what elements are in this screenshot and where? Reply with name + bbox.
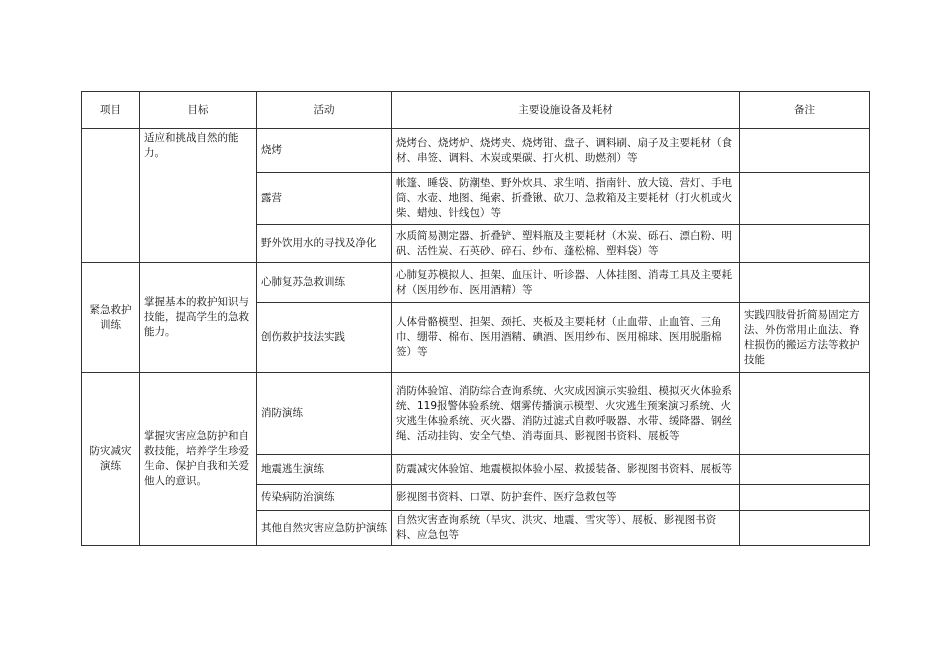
- project-cell: [82, 129, 140, 263]
- equipment-cell: 帐篷、睡袋、防潮垫、野外炊具、求生哨、指南针、放大镜、营灯、手电筒、水壶、地图、绳索、折叠锹、砍刀、急救箱及主要耗材（打火机或火柴、蜡烛、针线包）等: [392, 173, 740, 225]
- header-note: 备注: [740, 92, 870, 129]
- goal-cell: 掌握基本的救护知识与技能，提高学生的急救能力。: [140, 263, 257, 373]
- table-header-row: [82, 92, 870, 129]
- equipment-cell: 水质简易测定器、折叠铲、塑料瓶及主要耗材（木炭、砾石、漂白粉、明矾、活性炭、石英砂、碎石、纱布、蓬松棉、塑料袋）等: [392, 225, 740, 263]
- project-cell: 紧急救护训练: [82, 263, 140, 373]
- equipment-cell: 心肺复苏模拟人、担架、血压计、听诊器、人体挂图、消毒工具及主要耗材（医用纱布、医用酒精）等: [392, 263, 740, 303]
- note-cell: [740, 485, 870, 511]
- header-goal: 目标: [140, 92, 257, 129]
- note-cell: [740, 511, 870, 546]
- header-activity: 活动: [257, 92, 392, 129]
- header-project: 项目: [82, 92, 140, 129]
- header-equipment: 主要设施设备及耗材: [392, 92, 740, 129]
- equipment-cell: 影视图书资料、口罩、防护套件、医疗急救包等: [392, 485, 740, 511]
- equipment-cell: 消防体验馆、消防综合查询系统、火灾成因演示实验组、模拟灭火体验系统、119报警体验系统、烟雾传播演示模型、火灾逃生预案演习系统、火灾逃生体验系统、灭火器、消防过滤式自救呼吸器、水带、缓降器、钢丝绳、活动挂钩、安全气垫、消毒面具、影视图书资料、展板等: [392, 373, 740, 455]
- activity-cell: 烧烤: [257, 129, 392, 173]
- note-cell: [740, 373, 870, 455]
- equipment-cell: 自然灾害查询系统（旱灾、洪灾、地震、雪灾等）、展板、影视图书资料、应急包等: [392, 511, 740, 546]
- activity-cell: 其他自然灾害应急防护演练: [257, 511, 392, 546]
- note-cell: [740, 225, 870, 263]
- project-cell: 防灾减灾演练: [82, 373, 140, 546]
- note-cell: [740, 263, 870, 303]
- activity-cell: 野外饮用水的寻找及净化: [257, 225, 392, 263]
- table-row: [82, 129, 870, 173]
- note-cell: 实践四肢骨折简易固定方法、外伤常用止血法、脊柱损伤的搬运方法等救护技能: [740, 303, 870, 373]
- activity-cell: 创伤救护技法实践: [257, 303, 392, 373]
- goal-cell: 适应和挑战自然的能力。: [140, 129, 257, 263]
- activity-cell: 心肺复苏急救训练: [257, 263, 392, 303]
- note-cell: [740, 455, 870, 485]
- activity-cell: 露营: [257, 173, 392, 225]
- goal-cell: 掌握灾害应急防护和自救技能，培养学生珍爱生命、保护自我和关爱他人的意识。: [140, 373, 257, 546]
- note-cell: [740, 129, 870, 173]
- equipment-table: [81, 91, 870, 546]
- activity-cell: 传染病防治演练: [257, 485, 392, 511]
- table-row: [82, 373, 870, 455]
- equipment-cell: 防震减灾体验馆、地震模拟体验小屋、救援装备、影视图书资料、展板等: [392, 455, 740, 485]
- table-row: [82, 263, 870, 303]
- activity-cell: 消防演练: [257, 373, 392, 455]
- equipment-cell: 人体骨骼模型、担架、颈托、夹板及主要耗材（止血带、止血管、三角巾、绷带、棉布、医用酒精、碘酒、医用纱布、医用棉球、医用脱脂棉签）等: [392, 303, 740, 373]
- equipment-cell: 烧烤台、烧烤炉、烧烤夹、烧烤钳、盘子、调料刷、扇子及主要耗材（食材、串签、调料、木炭或栗碳、打火机、助燃剂）等: [392, 129, 740, 173]
- note-cell: [740, 173, 870, 225]
- activity-cell: 地震逃生演练: [257, 455, 392, 485]
